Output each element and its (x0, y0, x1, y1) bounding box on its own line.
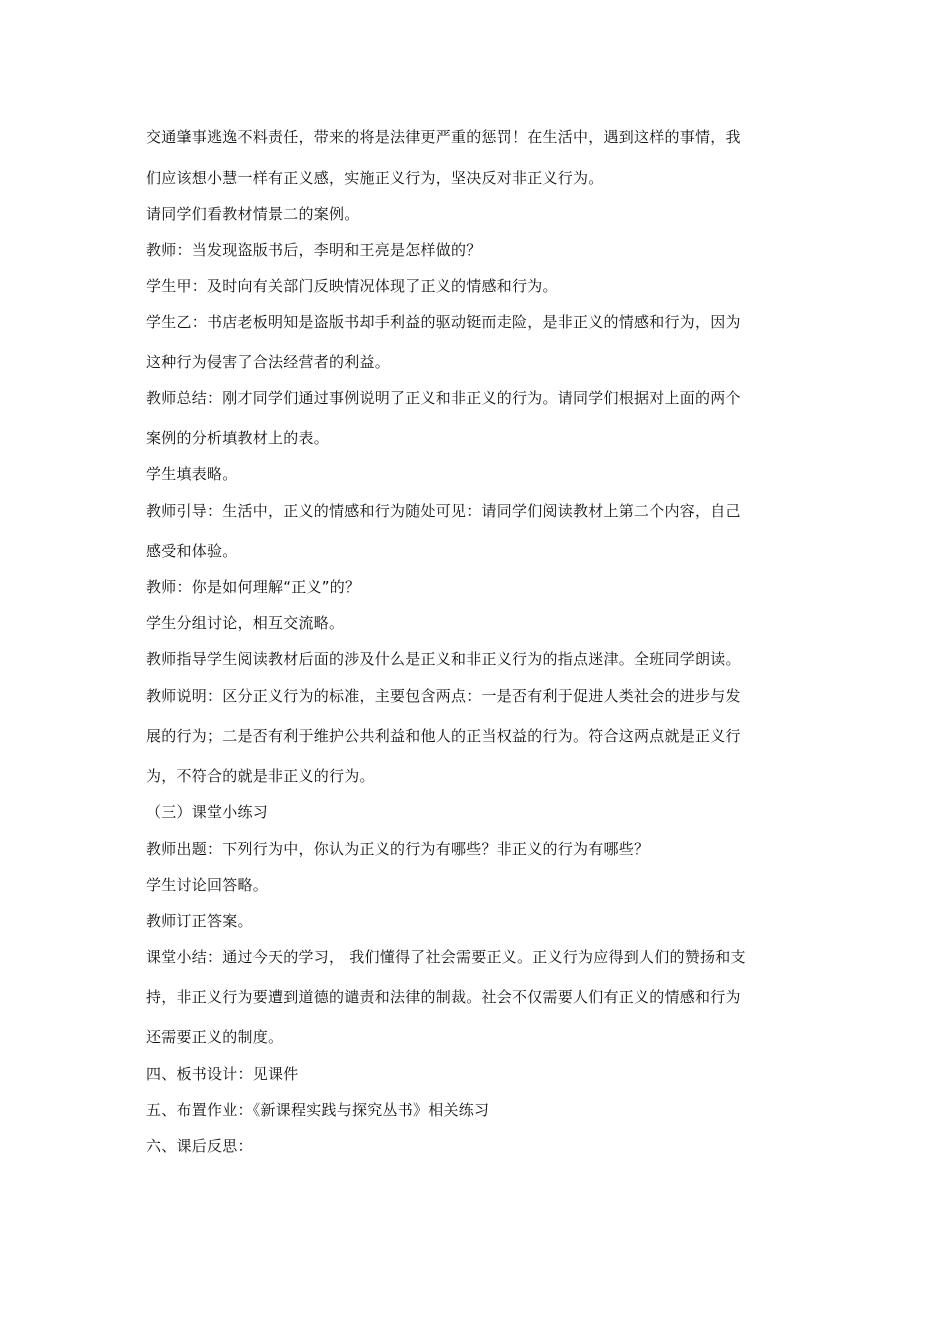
text-line: 持，非正义行为要遭到道德的谴责和法律的制裁。社会不仅需要人们有正义的情感和行为 (146, 988, 741, 1006)
text-line: 学生甲：及时向有关部门反映情况体现了正义的情感和行为。 (146, 277, 558, 295)
text-line: 为，不符合的就是非正义的行为。 (146, 767, 375, 785)
text-line: 课堂小结：通过今天的学习， 我们懂得了社会需要正义。正义行为应得到人们的赞扬和支 (146, 948, 746, 966)
text-line: 教师说明：区分正义行为的标准，主要包含两点：一是否有利于促进人类社会的进步与发 (146, 687, 741, 705)
text-line: 学生讨论回答略。 (146, 876, 269, 894)
text-line: 教师出题：下列行为中，你认为正义的行为有哪些？非正义的行为有哪些？ (146, 840, 650, 858)
section-heading: 四、板书设计：见课件 (146, 1065, 299, 1083)
text-line: 教师订正答案。 (146, 912, 253, 930)
text-line: 感受和体验。 (146, 542, 238, 560)
text-line: 教师总结：刚才同学们通过事例说明了正义和非正义的行为。请同学们根据对上面的两个 (146, 389, 741, 407)
text-line: 交通肇事逃逸不料责任，带来的将是法律更严重的惩罚！在生活中，遇到这样的事情，我 (146, 128, 741, 146)
text-line: 还需要正义的制度。 (146, 1028, 284, 1046)
text-line: 教师：当发现盗版书后，李明和王亮是怎样做的？ (146, 241, 482, 259)
text-line: 学生分组讨论，相互交流略。 (146, 614, 345, 632)
text-line: 请同学们看教材情景二的案例。 (146, 205, 360, 223)
section-heading: （三）课堂小练习 (146, 803, 269, 821)
text-line: 案例的分析填教材上的表。 (146, 429, 330, 447)
text-line: 这种行为侵害了合法经营者的利益。 (146, 353, 391, 371)
text-line: 学生乙：书店老板明知是盗版书却手利益的驱动铤而走险，是非正义的情感和行为，因为 (146, 313, 741, 331)
text-line: 教师引导：生活中，正义的情感和行为随处可见：请同学们阅读教材上第二个内容，自己 (146, 502, 741, 520)
text-line: 教师：你是如何理解“正义”的？ (146, 578, 361, 596)
text-line: 们应该想小慧一样有正义感，实施正义行为，坚决反对非正义行为。 (146, 169, 604, 187)
section-heading: 五、布置作业：《新课程实践与探究丛书》相关练习 (146, 1101, 490, 1119)
text-line: 教师指导学生阅读教材后面的涉及什么是正义和非正义行为的指点迷津。全班同学朗读。 (146, 650, 741, 668)
text-line: 学生填表略。 (146, 465, 238, 483)
section-heading: 六、课后反思： (146, 1137, 253, 1155)
text-line: 展的行为；二是否有利于维护公共利益和他人的正当权益的行为。符合这两点就是正义行 (146, 727, 741, 745)
